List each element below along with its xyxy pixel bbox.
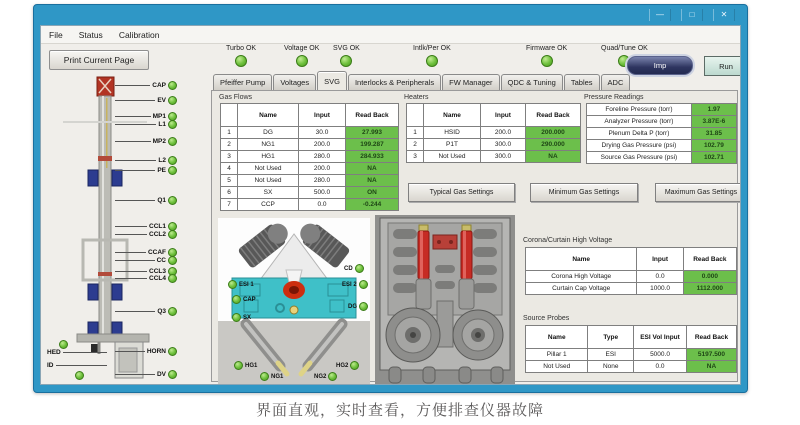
typical-gas-settings-button[interactable]: Typical Gas Settings [408, 183, 515, 202]
leader-line [115, 200, 155, 201]
gas-flows-table [220, 103, 399, 211]
source-view-label-text: ESI 1 [239, 281, 254, 288]
table-row [526, 283, 737, 295]
leader-line [115, 124, 156, 125]
table-row [587, 104, 737, 116]
table-header-row [407, 104, 581, 127]
table-cell: 7 [221, 199, 238, 211]
leader-line [115, 260, 155, 261]
leader-line [115, 116, 151, 117]
table-cell: HSID [424, 127, 481, 139]
table-header-row [526, 248, 737, 271]
corona-table [525, 247, 737, 295]
column-header: Name [238, 104, 299, 127]
schematic-label: ID [47, 362, 54, 369]
data-table [586, 103, 737, 164]
heaters-table [406, 103, 581, 163]
table-row [587, 128, 737, 140]
status-label: SVG OK [333, 45, 360, 52]
column-header: Read Back [686, 326, 736, 349]
table-row [407, 151, 581, 163]
svg-tab-panel [211, 90, 738, 382]
title-bar[interactable] [34, 5, 747, 25]
status-led-icon [328, 372, 337, 381]
table-cell[interactable]: 30.0 [299, 127, 346, 139]
table-cell: 2 [221, 139, 238, 151]
leader-line [115, 351, 145, 352]
table-row [587, 152, 737, 164]
status-led-icon [168, 156, 177, 165]
table-row [407, 127, 581, 139]
table-cell[interactable]: 500.0 [299, 187, 346, 199]
schematic-label: HORN [146, 348, 166, 355]
status-led-icon [168, 196, 177, 205]
schematic-label: EV [157, 97, 166, 104]
status-led-icon [168, 166, 177, 175]
status-led-icon [296, 55, 308, 67]
status-led-icon [350, 361, 359, 370]
status-led-icon [168, 347, 177, 356]
schematic-label: PE [157, 167, 166, 174]
menu-bar [41, 26, 740, 44]
table-row [587, 140, 737, 152]
instrument-schematic [41, 72, 211, 384]
table-row [407, 139, 581, 151]
source-view-label-text: HG2 [336, 362, 349, 369]
table-cell: 5197.500 [686, 349, 736, 361]
imp-button[interactable]: Imp [627, 56, 693, 75]
table-cell[interactable]: 5000.0 [634, 349, 687, 361]
gas-flows-title: Gas Flows [219, 94, 253, 101]
leader-line [115, 170, 155, 171]
schematic-label: L2 [158, 157, 166, 164]
data-table [525, 325, 737, 373]
window-controls [649, 9, 735, 21]
schematic-label-row [115, 96, 177, 105]
status-led-icon [168, 274, 177, 283]
table-row [526, 349, 737, 361]
status-label: Intlk/Per OK [413, 45, 451, 52]
table-cell: Source Gas Pressure (psi) [587, 152, 692, 164]
table-cell: 27.993 [346, 127, 399, 139]
source-view-label-text: DG [348, 303, 357, 310]
table-cell[interactable]: 280.0 [299, 175, 346, 187]
leader-line [63, 352, 107, 353]
schematic-label-row [115, 370, 177, 379]
schematic-label-row [115, 120, 177, 129]
leader-line [115, 311, 155, 312]
table-cell: 2 [407, 139, 424, 151]
table-cell: HG1 [238, 151, 299, 163]
column-header: Input [481, 104, 526, 127]
table-cell: Not Used [238, 163, 299, 175]
leader-line [115, 160, 156, 161]
table-row [221, 175, 399, 187]
schematic-label-row [115, 347, 177, 356]
schematic-label-row [47, 349, 107, 356]
table-cell: 102.71 [691, 152, 736, 164]
schematic-label: CCL4 [149, 275, 166, 282]
leader-line [115, 85, 150, 86]
leader-line [115, 374, 155, 375]
status-led-icon [260, 372, 269, 381]
status-indicator [226, 45, 256, 67]
status-led-icon [235, 55, 247, 67]
table-cell[interactable]: 200.0 [299, 163, 346, 175]
column-header: Read Back [346, 104, 399, 127]
schematic-label-row [115, 274, 177, 283]
table-cell: Not Used [424, 151, 481, 163]
table-cell[interactable]: 280.0 [299, 151, 346, 163]
column-header: Input [299, 104, 346, 127]
column-header: Name [526, 248, 637, 271]
status-led-icon [168, 370, 177, 379]
table-cell[interactable]: 0.0 [299, 199, 346, 211]
schematic-label: Q3 [157, 308, 166, 315]
schematic-label-row [115, 196, 177, 205]
table-cell[interactable]: 300.0 [481, 151, 526, 163]
table-cell: Corona High Voltage [526, 271, 637, 283]
status-indicator [413, 45, 451, 67]
source-probes-title: Source Probes [523, 315, 570, 322]
column-header: Read Back [683, 248, 736, 271]
table-row [221, 127, 399, 139]
schematic-label-row [115, 230, 177, 239]
status-led-icon [168, 96, 177, 105]
table-cell: CCP [238, 199, 299, 211]
source-view-label [228, 280, 254, 289]
column-header [221, 104, 238, 127]
client-area [40, 25, 741, 385]
table-cell: 31.85 [691, 128, 736, 140]
schematic-label-row [115, 156, 177, 165]
table-cell: 290.000 [526, 139, 581, 151]
schematic-label: L1 [158, 121, 166, 128]
table-cell: NA [686, 361, 736, 373]
column-header: Type [588, 326, 634, 349]
hardware-photo-panel [375, 215, 515, 385]
table-cell: 284.933 [346, 151, 399, 163]
table-cell[interactable]: 0.0 [637, 271, 683, 283]
tab-pfeiffer-pump[interactable]: Pfeiffer Pump [213, 74, 272, 90]
status-led-icon [168, 256, 177, 265]
status-led-icon [168, 307, 177, 316]
table-cell[interactable]: 200.0 [481, 127, 526, 139]
leader-line [115, 100, 155, 101]
table-cell: ON [346, 187, 399, 199]
status-led-icon [232, 313, 241, 322]
table-cell: SX [238, 187, 299, 199]
table-cell: 1112.000 [683, 283, 736, 295]
data-table [220, 103, 399, 211]
table-row [587, 116, 737, 128]
status-led-icon [168, 120, 177, 129]
table-cell[interactable]: 200.0 [299, 139, 346, 151]
table-cell: 199.287 [346, 139, 399, 151]
table-cell: Drying Gas Pressure (psi) [587, 140, 692, 152]
schematic-label-row [115, 307, 177, 316]
data-table [406, 103, 581, 163]
status-label: Voltage OK [284, 45, 320, 52]
table-cell: 3.87E-6 [691, 116, 736, 128]
tab-fw-manager[interactable]: FW Manager [442, 74, 499, 90]
corona-title: Corona/Curtain High Voltage [523, 237, 613, 244]
status-led-icon [426, 55, 438, 67]
source-view-label [232, 313, 251, 322]
table-row [526, 271, 737, 283]
column-header: Name [424, 104, 481, 127]
table-cell: 4 [221, 163, 238, 175]
column-header [407, 104, 424, 127]
source-view-label-text: SX [243, 314, 252, 321]
table-cell: DG [238, 127, 299, 139]
column-header: Read Back [526, 104, 581, 127]
table-cell: 102.79 [691, 140, 736, 152]
tab-adc[interactable]: ADC [601, 74, 631, 90]
table-row [221, 187, 399, 199]
schematic-label-row [115, 256, 177, 265]
table-cell: 5 [221, 175, 238, 187]
pressure-readings-title: Pressure Readings [584, 94, 644, 101]
table-cell: -0.244 [346, 199, 399, 211]
schematic-label-row [115, 166, 177, 175]
schematic-label: CC [156, 257, 166, 264]
hardware-photo-graphic [375, 215, 515, 385]
schematic-label: CAP [152, 82, 166, 89]
source-view-label-text: HG1 [245, 362, 258, 369]
table-cell[interactable]: 1000.0 [637, 283, 683, 295]
tab-interlocks-peripherals[interactable]: Interlocks & Peripherals [348, 74, 441, 90]
schematic-label: CCAF [147, 249, 166, 256]
table-cell: P1T [424, 139, 481, 151]
table-row [526, 361, 737, 373]
source-view-label [260, 372, 283, 381]
table-cell: 3 [407, 151, 424, 163]
table-header-row [526, 326, 737, 349]
data-table [525, 247, 737, 295]
schematic-label: MP2 [152, 138, 166, 145]
source-view-label [232, 295, 256, 304]
source-view-label-text: NG1 [271, 373, 284, 380]
source-view-label-text: CD [344, 265, 353, 272]
tab-svg[interactable]: SVG [317, 71, 347, 90]
status-led-icon [168, 81, 177, 90]
leader-line [115, 234, 147, 235]
table-cell: NA [346, 163, 399, 175]
source-view-label [348, 302, 368, 311]
table-header-row [221, 104, 399, 127]
leader-line [115, 271, 147, 272]
leader-line [115, 278, 147, 279]
table-cell: ESI [588, 349, 634, 361]
table-cell: Pillar 1 [526, 349, 588, 361]
source-probes-table [525, 325, 737, 373]
schematic-label-row [115, 137, 177, 146]
menu-item-calibration[interactable]: Calibration [118, 29, 160, 40]
heaters-title: Heaters [404, 94, 429, 101]
source-view-label [344, 264, 364, 273]
source-view-label [314, 372, 337, 381]
status-led-icon [228, 280, 237, 289]
status-led-icon [232, 295, 241, 304]
source-view-label [336, 361, 359, 370]
run-button[interactable]: Run [704, 56, 741, 76]
tab-tables[interactable]: Tables [564, 74, 600, 90]
status-label: Quad/Tune OK [601, 45, 648, 52]
status-led-icon [168, 137, 177, 146]
table-row [221, 139, 399, 151]
table-cell: Foreline Pressure (torr) [587, 104, 692, 116]
status-led-icon [359, 280, 368, 289]
schematic-label-row [115, 81, 177, 90]
schematic-label: MP1 [152, 113, 166, 120]
table-row [221, 163, 399, 175]
table-cell: None [588, 361, 634, 373]
status-led-icon [340, 55, 352, 67]
schematic-label: Q1 [157, 197, 166, 204]
status-label: Turbo OK [226, 45, 257, 52]
schematic-label: CCL1 [149, 223, 166, 230]
table-row [221, 199, 399, 211]
status-led-icon [75, 371, 84, 380]
schematic-label: CCL3 [149, 268, 166, 275]
menu-item-file[interactable]: File [49, 29, 63, 40]
status-led-icon [234, 361, 243, 370]
table-cell: Curtain Cap Voltage [526, 283, 637, 295]
source-view-label-text: CAP [243, 296, 256, 303]
caption-text: 界面直观，实时查看，方便排查仪器故障 [255, 401, 544, 419]
maximum-gas-settings-button[interactable]: Maximum Gas Settings [655, 183, 741, 202]
tab-voltages[interactable]: Voltages [273, 74, 316, 90]
status-led-icon [59, 340, 68, 349]
table-cell: Plenum Delta P (torr) [587, 128, 692, 140]
leader-line [115, 252, 146, 253]
table-cell: Not Used [526, 361, 588, 373]
app-window [33, 4, 748, 393]
table-cell: 200.000 [526, 127, 581, 139]
status-indicator [284, 45, 319, 67]
table-cell: NG1 [238, 139, 299, 151]
leader-line [56, 365, 108, 366]
table-cell: 3 [221, 151, 238, 163]
status-indicator [526, 45, 567, 67]
source-view-label [234, 361, 257, 370]
table-cell[interactable]: 0.0 [634, 361, 687, 373]
table-cell: 6 [221, 187, 238, 199]
print-current-page-button[interactable]: Print Current Page [49, 50, 149, 70]
table-row [221, 151, 399, 163]
source-view-label [342, 280, 368, 289]
table-cell: 1.97 [691, 104, 736, 116]
status-led-icon [168, 230, 177, 239]
status-label: Firmware OK [526, 45, 568, 52]
table-cell: 1 [407, 127, 424, 139]
menu-item-status[interactable]: Status [78, 29, 103, 40]
column-header: Input [637, 248, 683, 271]
status-led-icon [355, 264, 364, 273]
status-indicator [333, 45, 360, 67]
source-view-label-text: NG2 [314, 373, 327, 380]
column-header: Name [526, 326, 588, 349]
tab-qdc-tuning[interactable]: QDC & Tuning [501, 74, 563, 90]
pressure-readings-table [586, 103, 737, 164]
table-cell: Analyzer Pressure (torr) [587, 116, 692, 128]
schematic-label-row [47, 362, 107, 369]
leader-line [115, 141, 151, 142]
minimum-gas-settings-button[interactable]: Minimum Gas Settings [530, 183, 638, 202]
table-cell: NA [526, 151, 581, 163]
table-cell[interactable]: 300.0 [481, 139, 526, 151]
leader-line [115, 226, 147, 227]
status-led-icon [541, 55, 553, 67]
table-cell: 1 [221, 127, 238, 139]
minimize-button[interactable]: — [649, 9, 671, 21]
table-cell: Not Used [238, 175, 299, 187]
maximize-button[interactable]: □ [681, 9, 703, 21]
schematic-label: DV [156, 371, 166, 378]
status-led-icon [359, 302, 368, 311]
table-cell: NA [346, 175, 399, 187]
source-view-label-text: ESI 2 [342, 281, 357, 288]
source-render-panel [218, 218, 370, 385]
close-button[interactable]: ✕ [713, 9, 735, 21]
tab-strip [211, 71, 738, 90]
table-cell: 0.000 [683, 271, 736, 283]
schematic-label: CCL2 [149, 231, 166, 238]
schematic-label: HED [47, 349, 61, 356]
column-header: ESI Vol Input [634, 326, 687, 349]
